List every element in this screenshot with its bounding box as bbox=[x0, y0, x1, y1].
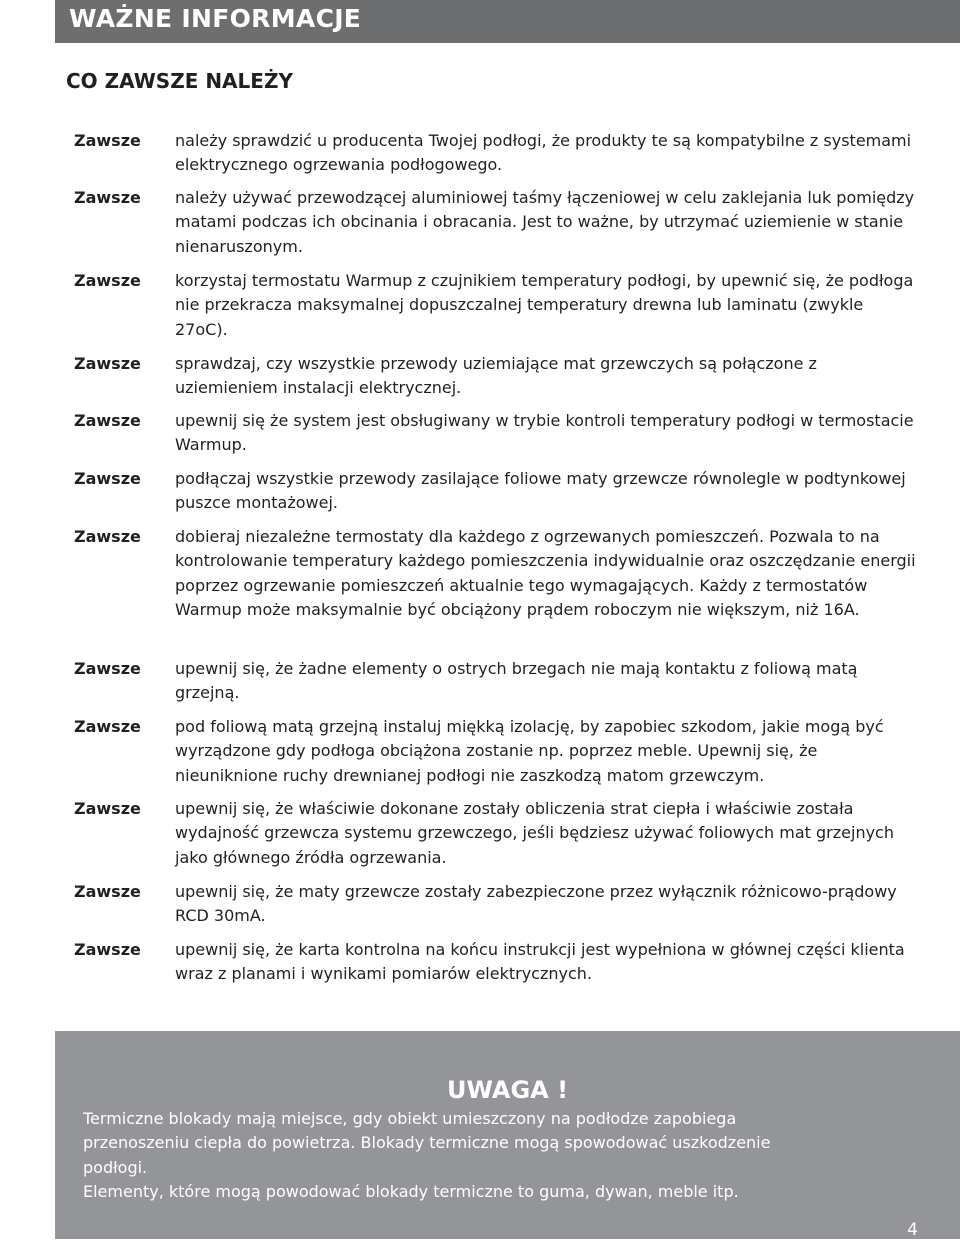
rule-label: Zawsze bbox=[74, 940, 141, 959]
rule-label: Zawsze bbox=[74, 799, 141, 818]
rule-text: upewnij się, że żadne elementy o ostrych brzegach nie mają kontaktu z foliową matą grzejną. bbox=[175, 659, 858, 703]
rule-text: upewnij się, że maty grzewcze zostały zabezpieczone przez wyłącznik różnicowo-prądowy RCD 30mA. bbox=[175, 882, 897, 926]
rule-label: Zawsze bbox=[74, 469, 141, 488]
header-bar bbox=[55, 0, 960, 43]
warning-line: przenoszeniu ciepła do powietrza. Blokady termiczne mogą spowodować uszkodzenie bbox=[83, 1133, 771, 1153]
rule-label: Zawsze bbox=[74, 271, 141, 290]
rule-label: Zawsze bbox=[74, 527, 141, 546]
rule-text: pod foliową matą grzejną instaluj miękką izolację, by zapobiec szkodom, jakie mogą być wyrządzone gdy podłoga obciążona zostanie np. poprzez meble. Upewnij się, że nieuniknione ruchy drewnianej podłogi nie zaszkodzą matom grzewczym. bbox=[175, 717, 884, 785]
page-number: 4 bbox=[907, 1220, 918, 1240]
warning-box bbox=[55, 1031, 960, 1239]
rule-text: upewnij się, że właściwie dokonane zostały obliczenia strat ciepła i właściwie została wydajność grzewcza systemu grzewczego, jeśli będziesz używać foliowych mat grzejnych jako głównego źródła ogrzewania. bbox=[175, 799, 894, 867]
rule-text: dobieraj niezależne termostaty dla każdego z ogrzewanych pomieszczeń. Pozwala to na kontrolowanie temperatury każdego pomieszczenia indywidualnie oraz oszczędzanie energii poprzez ogrzewanie pomieszczeń aktualnie tego wymagających. Każdy z termostatów Warmup może maksymalnie być obciążony prądem roboczym nie większym, niż 16A. bbox=[175, 527, 916, 619]
rule-label: Zawsze bbox=[74, 659, 141, 678]
rule-text: upewnij się, że karta kontrolna na końcu instrukcji jest wypełniona w głównej części klienta wraz z planami i wynikami pomiarów elektrycznych. bbox=[175, 940, 905, 984]
warning-body bbox=[83, 1107, 843, 1204]
rule-text: upewnij się że system jest obsługiwany w trybie kontroli temperatury podłogi w termostacie Warmup. bbox=[175, 411, 914, 455]
rule-text: korzystaj termostatu Warmup z czujnikiem temperatury podłogi, by upewnić się, że podłoga nie przekracza maksymalnej dopuszczalnej temperatury drewna lub laminatu (zwykle 27oC). bbox=[175, 271, 914, 339]
warning-line: podłogi. bbox=[83, 1157, 148, 1177]
rule-label: Zawsze bbox=[74, 717, 141, 736]
warning-line: Termiczne blokady mają miejsce, gdy obiekt umieszczony na podłodze zapobiega bbox=[83, 1109, 737, 1128]
warning-line: Elementy, które mogą powodować blokady termiczne to guma, dywan, meble itp. bbox=[83, 1181, 739, 1201]
rule-label: Zawsze bbox=[74, 882, 141, 901]
rule-label: Zawsze bbox=[74, 188, 141, 207]
rule-label: Zawsze bbox=[74, 411, 141, 430]
rule-text: należy sprawdzić u producenta Twojej podłogi, że produkty te są kompatybilne z systemami elektrycznego ogrzewania podłogowego. bbox=[175, 131, 912, 175]
rule-text: należy używać przewodzącej aluminiowej taśmy łączeniowej w celu zaklejania luk pomiędzy matami podczas ich obcinania i obracania. Jest to ważne, by utrzymać uziemienie w stanie nienaruszonym. bbox=[175, 188, 915, 256]
rule-text: podłączaj wszystkie przewody zasilające foliowe maty grzewcze równolegle w podtynkowej puszce montażowej. bbox=[175, 469, 906, 513]
rule-label: Zawsze bbox=[74, 131, 141, 150]
rule-label: Zawsze bbox=[74, 354, 141, 373]
section-title: CO ZAWSZE NALEŻY bbox=[66, 69, 293, 93]
page-title: WAŻNE INFORMACJE bbox=[69, 4, 362, 33]
rule-text: sprawdzaj, czy wszystkie przewody uziemiające mat grzewczych są połączone z uziemieniem instalacji elektrycznej. bbox=[175, 354, 817, 398]
warning-title: UWAGA ! bbox=[446, 1076, 569, 1104]
